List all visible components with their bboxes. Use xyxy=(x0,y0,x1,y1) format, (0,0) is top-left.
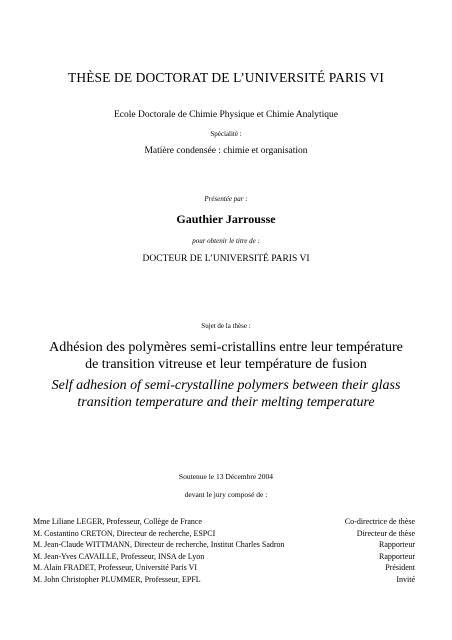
thesis-title-english-line-1: Self adhesion of semi-crystalline polymers between their glass xyxy=(51,378,401,393)
jury-list xyxy=(33,516,415,585)
presented-by-label: Présentée par : xyxy=(204,195,248,203)
speciality: Matière condensée : chimie et organisation xyxy=(144,146,308,156)
speciality-label: Spécialité : xyxy=(210,130,242,138)
jury-role: Rapporteur xyxy=(379,551,415,561)
jury-role: Invité xyxy=(396,574,415,584)
author-name: Gauthier Jarrousse xyxy=(176,212,276,226)
subject-label: Sujet de la thèse : xyxy=(201,322,251,330)
jury-role: Co-directrice de thèse xyxy=(344,517,415,526)
thesis-title-french xyxy=(0,339,452,373)
defense-date: Soutenue le 13 Décembre 2004 xyxy=(178,472,274,481)
jury-member: M. Alain FRADET, Professeur, Université Paris VI xyxy=(33,563,198,572)
thesis-title-french-line-1: Adhésion des polymères semi-cristallins entre leur température xyxy=(49,340,403,355)
document-title: THÈSE DE DOCTORAT DE L’UNIVERSITÉ PARIS VI xyxy=(68,70,384,85)
jury-role: Rapporteur xyxy=(379,540,415,549)
doctoral-school: Ecole Doctorale de Chimie Physique et Chimie Analytique xyxy=(114,110,338,120)
jury-member: M. John Christopher PLUMMER, Professeur, EPFL xyxy=(33,574,201,584)
jury-intro: devant le jury composé de : xyxy=(184,490,268,499)
jury-member: M. Jean-Yves CAVAILLE, Professeur, INSA de Lyon xyxy=(33,551,205,561)
to-obtain-label: pour obtenir le titre de : xyxy=(192,237,260,245)
jury-row xyxy=(33,539,415,551)
jury-role: Directeur de thèse xyxy=(356,528,415,538)
thesis-title-english xyxy=(0,377,452,411)
degree-title: DOCTEUR DE L’UNIVERSITÉ PARIS VI xyxy=(142,254,310,264)
jury-member: M. Jean-Claude WITTMANN, Directeur de recherche, Institut Charles Sadron xyxy=(33,540,285,549)
jury-member: Mme Liliane LEGER, Professeur, Collège de France xyxy=(33,517,202,526)
jury-row xyxy=(33,551,415,563)
jury-row xyxy=(33,516,415,528)
jury-row xyxy=(33,574,415,586)
jury-row xyxy=(33,528,415,540)
jury-member: M. Costantino CRETON, Directeur de recherche, ESPCI xyxy=(33,528,216,538)
thesis-title-french-line-2: de transition vitreuse et leur température de fusion xyxy=(85,357,367,372)
jury-role: Président xyxy=(385,563,415,572)
thesis-title-english-line-2: transition temperature and their melting temperature xyxy=(77,395,375,410)
jury-row xyxy=(33,562,415,574)
